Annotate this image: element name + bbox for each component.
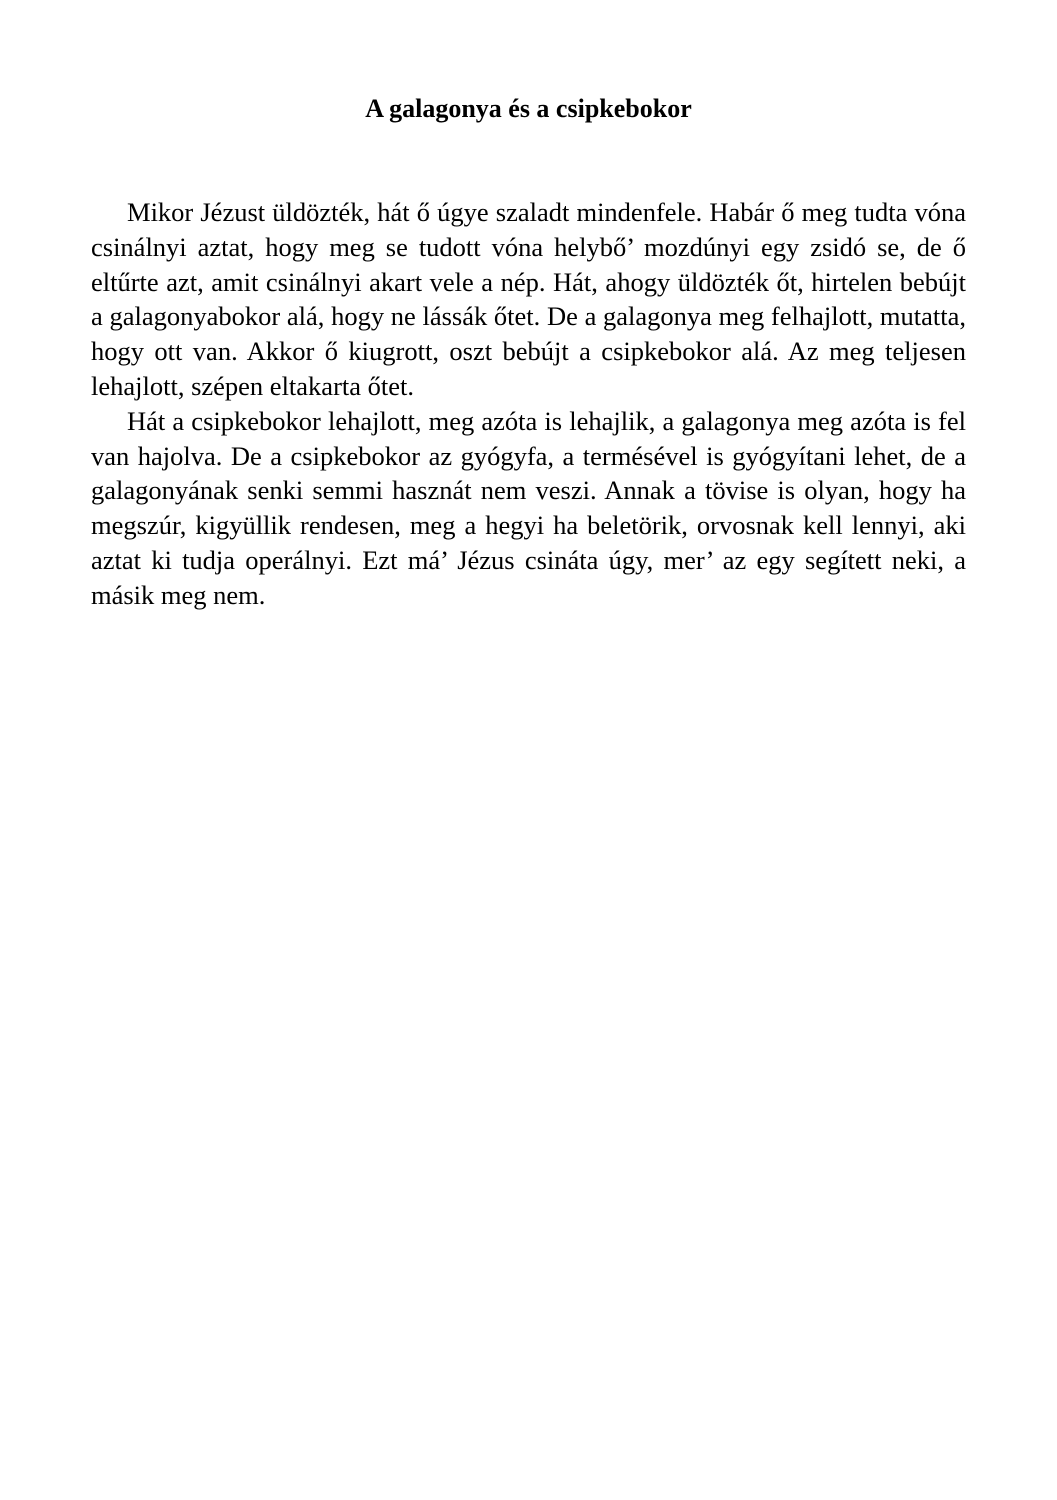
paragraph-2: Hát a csipkebokor lehajlott, meg azóta is lehajlik, a galagonya meg azóta is fel van hajolva. De a csipkebokor az gyógyfa, a termésével is gyógyítani lehet, de a galagonyának senki semmi hasznát nem veszi. Annak a tövise is olyan, hogy ha megszúr, kigyüllik rendesen, meg a hegyi ha beletörik, orvosnak kell lennyi, aki aztat ki tudja operálnyi. Ezt má’ Jézus csináta úgy, mer’ az egy segített neki, a másik meg nem. — [91, 405, 966, 610]
paragraph-1: Mikor Jézust üldözték, hát ő úgye szaladt mindenfele. Habár ő meg tudta vóna csinálnyi aztat, hogy meg se tudott vóna helybő’ mozdúnyi egy zsidó se, de ő eltűrte azt, amit csinálnyi akart vele a nép. Hát, ahogy üldözték őt, hirtelen bebújt a galagonyabokor alá, hogy ne lássák őtet. De a galagonya meg felhajlott, mutatta, hogy ott van. Akkor ő kiugrott, oszt bebújt a csipkebokor alá. Az meg teljesen lehajlott, szépen eltakarta őtet. — [91, 197, 966, 401]
document-body — [91, 195, 966, 613]
document-title: A galagonya és a csipkebokor — [365, 94, 692, 123]
